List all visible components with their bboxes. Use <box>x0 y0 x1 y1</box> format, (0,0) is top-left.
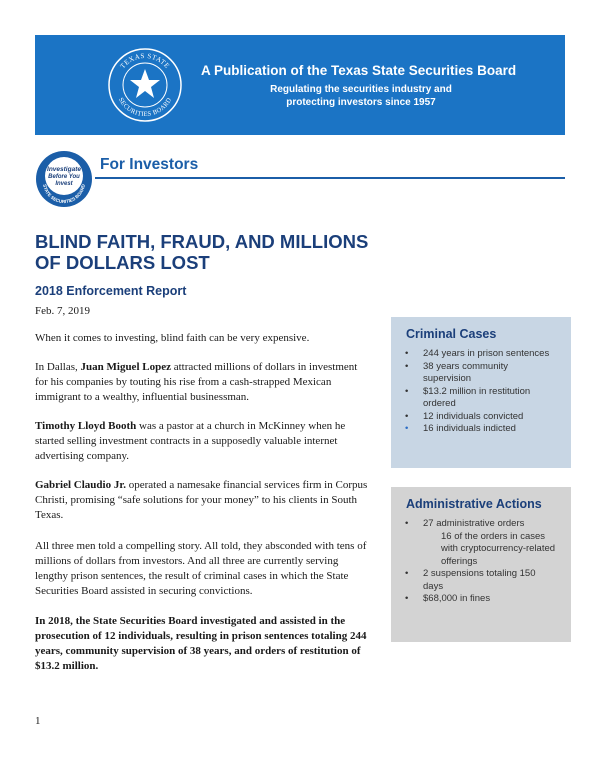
p4-rest: operated a namesake financial services firm in Corpus Christi, promising “safe solutions for your money” to his clients in South Texas. <box>35 479 368 521</box>
paragraph-6: In 2018, the State Securities Board investigated and assisted in the prosecution of 12 individuals, resulting in prison sentences totaling 244 years, community supervision of 38 years, and orders of restitution of $13.2 million. <box>35 615 367 672</box>
list-item: • 27 administrative orders <box>391 518 558 531</box>
administrative-actions-list <box>391 518 561 606</box>
investigate-before-you-invest-logo-icon <box>35 150 93 208</box>
headline-line-2: OF DOLLARS LOST <box>35 252 210 273</box>
page-number: 1 <box>35 715 41 727</box>
paragraph-2 <box>35 360 370 405</box>
paragraph-4 <box>35 478 370 523</box>
section-divider <box>95 177 565 179</box>
logo-text-mid: Before You <box>48 174 80 180</box>
p3-rest: was a pastor at a church in McKinney when he started selling investment contracts in a supposedly valuable internet advertising company. <box>35 420 346 462</box>
article-date: Feb. 7, 2019 <box>35 305 90 317</box>
criminal-cases-list <box>391 348 558 436</box>
list-item: • 38 years community supervision <box>391 361 558 386</box>
administrative-actions-title: Administrative Actions <box>406 497 542 511</box>
publication-subtitle <box>201 83 521 109</box>
list-item: • $13.2 million in restitution ordered <box>391 386 558 411</box>
p3-name: Timothy Lloyd Booth <box>35 420 137 432</box>
article-headline <box>35 231 415 273</box>
p2-lead: In Dallas, <box>35 361 81 373</box>
securities-board-seal-icon <box>107 47 183 123</box>
administrative-actions-box <box>391 487 571 642</box>
p2-rest: attracted millions of dollars in investment for his companies by touting his rise from a cash-strapped Mexican immigrant to a wealthy, influential businessman. <box>35 361 358 403</box>
p2-name: Juan Miguel Lopez <box>80 361 171 373</box>
section-label: For Investors <box>100 156 199 173</box>
logo-ring-text: STATE SECURITIES BOARD <box>42 183 86 205</box>
logo-text-top: Investigate <box>47 166 81 173</box>
subtitle-line-2: protecting investors since 1957 <box>286 97 436 108</box>
criminal-cases-box <box>391 317 571 468</box>
article-subhead: 2018 Enforcement Report <box>35 284 187 298</box>
list-item: • 2 suspensions totaling 150 days <box>391 568 558 593</box>
paragraph-5: All three men told a compelling story. All told, they absconded with tens of millions of dollars from investors. And all three are currently serving lengthy prison sentences, the result of criminal cases in which the State Securities Board assisted in securing convictions. <box>35 540 367 597</box>
list-item: • 12 individuals convicted <box>391 411 558 424</box>
headline-line-1: BLIND FAITH, FRAUD, AND MILLIONS <box>35 231 369 252</box>
publication-title: A Publication of the Texas State Securities Board <box>201 63 517 78</box>
paragraph-1: When it comes to investing, blind faith can be very expensive. <box>35 332 310 344</box>
p4-name: Gabriel Claudio Jr. <box>35 479 126 491</box>
list-item: 16 of the orders in cases with cryptocurrency-related offerings <box>441 530 556 567</box>
list-item: • 244 years in prison sentences <box>391 348 558 361</box>
logo-text-bot: Invest <box>55 181 73 187</box>
subtitle-line-1: Regulating the securities industry and <box>270 84 452 95</box>
list-item: • 16 individuals indicted <box>391 423 558 436</box>
criminal-cases-title: Criminal Cases <box>406 327 497 341</box>
paragraph-3 <box>35 419 370 464</box>
list-item: • $68,000 in fines <box>391 593 558 606</box>
publication-banner <box>35 35 565 135</box>
seal-bottom-text: SECURITIES BOARD <box>116 96 174 119</box>
seal-top-text: TEXAS STATE <box>118 51 172 71</box>
